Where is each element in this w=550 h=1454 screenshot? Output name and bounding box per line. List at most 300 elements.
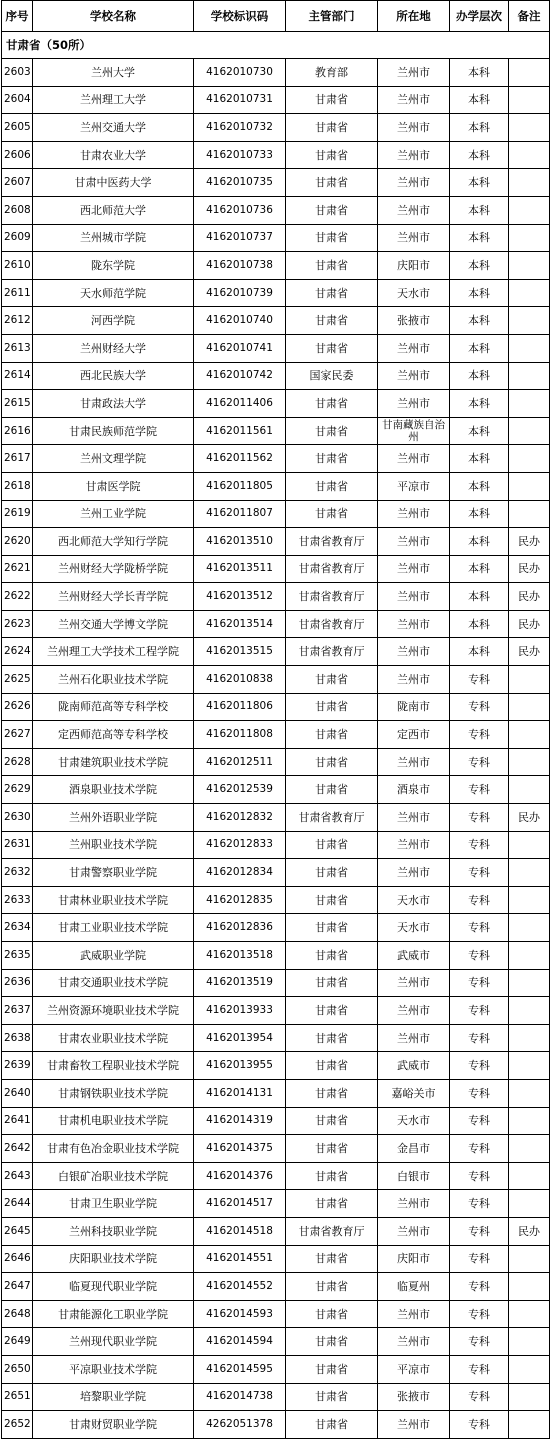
cell-remark <box>509 1079 550 1107</box>
cell-school-code: 4162014594 <box>194 1328 286 1356</box>
cell-school-code: 4162013955 <box>194 1052 286 1080</box>
cell-level: 专科 <box>450 914 509 942</box>
cell-school-name: 兰州现代职业学院 <box>33 1328 194 1356</box>
cell-school-name: 白银矿冶职业技术学院 <box>33 1162 194 1190</box>
cell-school-code: 4162011807 <box>194 500 286 528</box>
cell-department: 甘肃省 <box>286 472 378 500</box>
cell-seq: 2640 <box>2 1079 33 1107</box>
cell-school-name: 甘肃能源化工职业学院 <box>33 1300 194 1328</box>
cell-department: 甘肃省 <box>286 224 378 252</box>
cell-school-name: 兰州外语职业学院 <box>33 804 194 832</box>
cell-seq: 2626 <box>2 693 33 721</box>
header-level: 办学层次 <box>450 1 509 32</box>
table-row <box>2 169 550 197</box>
cell-seq: 2618 <box>2 472 33 500</box>
cell-department: 甘肃省教育厅 <box>286 555 378 583</box>
cell-level: 本科 <box>450 279 509 307</box>
cell-seq: 2636 <box>2 969 33 997</box>
cell-location: 兰州市 <box>378 59 450 87</box>
cell-remark <box>509 114 550 142</box>
cell-school-name: 甘肃民族师范学院 <box>33 417 194 445</box>
cell-level: 专科 <box>450 1079 509 1107</box>
cell-school-code: 4162010737 <box>194 224 286 252</box>
cell-department: 甘肃省 <box>286 1079 378 1107</box>
cell-seq: 2645 <box>2 1217 33 1245</box>
cell-school-name: 天水师范学院 <box>33 279 194 307</box>
cell-remark <box>509 252 550 280</box>
cell-school-code: 4162010738 <box>194 252 286 280</box>
cell-department: 甘肃省教育厅 <box>286 528 378 556</box>
cell-location: 武威市 <box>378 1052 450 1080</box>
table-row <box>2 1190 550 1218</box>
cell-remark: 民办 <box>509 583 550 611</box>
cell-remark <box>509 1273 550 1301</box>
cell-level: 本科 <box>450 224 509 252</box>
cell-level: 专科 <box>450 1245 509 1273</box>
cell-location: 兰州市 <box>378 969 450 997</box>
cell-department: 甘肃省 <box>286 666 378 694</box>
cell-seq: 2621 <box>2 555 33 583</box>
cell-seq: 2616 <box>2 417 33 445</box>
cell-school-name: 兰州文理学院 <box>33 445 194 473</box>
cell-department: 甘肃省 <box>286 997 378 1025</box>
cell-level: 本科 <box>450 114 509 142</box>
cell-school-code: 4162012833 <box>194 831 286 859</box>
header-school-code: 学校标识码 <box>194 1 286 32</box>
cell-department: 甘肃省 <box>286 831 378 859</box>
cell-location: 甘南藏族自治州 <box>378 417 450 445</box>
cell-school-code: 4162013511 <box>194 555 286 583</box>
cell-school-name: 兰州工业学院 <box>33 500 194 528</box>
cell-school-code: 4162014319 <box>194 1107 286 1135</box>
cell-school-name: 陇南师范高等专科学校 <box>33 693 194 721</box>
cell-department: 甘肃省 <box>286 748 378 776</box>
cell-location: 陇南市 <box>378 693 450 721</box>
cell-seq: 2642 <box>2 1135 33 1163</box>
table-row <box>2 500 550 528</box>
cell-level: 本科 <box>450 252 509 280</box>
cell-seq: 2629 <box>2 776 33 804</box>
cell-school-code: 4162014552 <box>194 1273 286 1301</box>
table-row <box>2 831 550 859</box>
cell-location: 兰州市 <box>378 748 450 776</box>
table-row <box>2 445 550 473</box>
cell-department: 甘肃省 <box>286 1107 378 1135</box>
cell-seq: 2635 <box>2 942 33 970</box>
cell-location: 兰州市 <box>378 86 450 114</box>
cell-location: 平凉市 <box>378 472 450 500</box>
cell-school-code: 4162013512 <box>194 583 286 611</box>
cell-school-code: 4162010736 <box>194 196 286 224</box>
cell-location: 白银市 <box>378 1162 450 1190</box>
table-row <box>2 1383 550 1411</box>
cell-location: 兰州市 <box>378 362 450 390</box>
table-row <box>2 390 550 418</box>
cell-remark <box>509 693 550 721</box>
cell-seq: 2615 <box>2 390 33 418</box>
cell-school-code: 4162010741 <box>194 334 286 362</box>
cell-level: 专科 <box>450 1107 509 1135</box>
cell-school-code: 4162014375 <box>194 1135 286 1163</box>
cell-level: 专科 <box>450 1383 509 1411</box>
cell-department: 甘肃省教育厅 <box>286 1217 378 1245</box>
cell-level: 专科 <box>450 969 509 997</box>
cell-school-code: 4162012834 <box>194 859 286 887</box>
table-row <box>2 528 550 556</box>
cell-school-name: 甘肃中医药大学 <box>33 169 194 197</box>
cell-location: 兰州市 <box>378 500 450 528</box>
cell-school-name: 甘肃卫生职业学院 <box>33 1190 194 1218</box>
table-row <box>2 1079 550 1107</box>
cell-seq: 2623 <box>2 610 33 638</box>
cell-location: 兰州市 <box>378 583 450 611</box>
cell-school-name: 甘肃警察职业学院 <box>33 859 194 887</box>
cell-department: 甘肃省 <box>286 1300 378 1328</box>
cell-seq: 2607 <box>2 169 33 197</box>
cell-school-name: 兰州财经大学长青学院 <box>33 583 194 611</box>
cell-school-name: 庆阳职业技术学院 <box>33 1245 194 1273</box>
cell-school-name: 甘肃交通职业技术学院 <box>33 969 194 997</box>
cell-level: 专科 <box>450 1300 509 1328</box>
cell-location: 兰州市 <box>378 224 450 252</box>
header-department: 主管部门 <box>286 1 378 32</box>
cell-school-code: 4162014376 <box>194 1162 286 1190</box>
cell-remark <box>509 997 550 1025</box>
cell-school-code: 4162014551 <box>194 1245 286 1273</box>
table-row <box>2 279 550 307</box>
cell-remark <box>509 914 550 942</box>
cell-level: 专科 <box>450 1162 509 1190</box>
cell-school-code: 4162011562 <box>194 445 286 473</box>
cell-location: 兰州市 <box>378 804 450 832</box>
cell-school-code: 4162012832 <box>194 804 286 832</box>
cell-location: 兰州市 <box>378 1024 450 1052</box>
cell-level: 专科 <box>450 693 509 721</box>
cell-level: 专科 <box>450 1052 509 1080</box>
cell-seq: 2606 <box>2 141 33 169</box>
cell-department: 甘肃省 <box>286 1273 378 1301</box>
cell-location: 兰州市 <box>378 666 450 694</box>
cell-school-name: 兰州城市学院 <box>33 224 194 252</box>
cell-location: 兰州市 <box>378 555 450 583</box>
cell-department: 甘肃省教育厅 <box>286 804 378 832</box>
cell-level: 专科 <box>450 1273 509 1301</box>
cell-seq: 2614 <box>2 362 33 390</box>
cell-location: 临夏州 <box>378 1273 450 1301</box>
cell-school-name: 培黎职业学院 <box>33 1383 194 1411</box>
cell-school-code: 4162014517 <box>194 1190 286 1218</box>
cell-remark <box>509 196 550 224</box>
cell-seq: 2650 <box>2 1355 33 1383</box>
cell-remark <box>509 500 550 528</box>
cell-remark <box>509 1190 550 1218</box>
cell-level: 专科 <box>450 1024 509 1052</box>
cell-department: 甘肃省 <box>286 1135 378 1163</box>
table-row <box>2 1162 550 1190</box>
cell-school-name: 平凉职业技术学院 <box>33 1355 194 1383</box>
header-row <box>2 1 550 32</box>
cell-level: 本科 <box>450 196 509 224</box>
cell-department: 甘肃省 <box>286 1355 378 1383</box>
cell-level: 专科 <box>450 804 509 832</box>
cell-department: 甘肃省 <box>286 390 378 418</box>
cell-department: 甘肃省 <box>286 445 378 473</box>
cell-remark <box>509 307 550 335</box>
cell-seq: 2605 <box>2 114 33 142</box>
cell-remark <box>509 86 550 114</box>
cell-school-code: 4162011808 <box>194 721 286 749</box>
table-row <box>2 693 550 721</box>
cell-school-code: 4162012511 <box>194 748 286 776</box>
cell-location: 庆阳市 <box>378 1245 450 1273</box>
cell-remark <box>509 1328 550 1356</box>
cell-department: 甘肃省 <box>286 1328 378 1356</box>
table-row <box>2 1245 550 1273</box>
cell-location: 嘉峪关市 <box>378 1079 450 1107</box>
table-row <box>2 721 550 749</box>
cell-school-name: 兰州大学 <box>33 59 194 87</box>
cell-seq: 2625 <box>2 666 33 694</box>
cell-location: 兰州市 <box>378 445 450 473</box>
cell-department: 甘肃省教育厅 <box>286 610 378 638</box>
cell-school-name: 兰州石化职业技术学院 <box>33 666 194 694</box>
cell-department: 甘肃省 <box>286 196 378 224</box>
cell-location: 兰州市 <box>378 1300 450 1328</box>
cell-remark <box>509 169 550 197</box>
table-row <box>2 362 550 390</box>
cell-seq: 2611 <box>2 279 33 307</box>
cell-remark <box>509 1355 550 1383</box>
cell-location: 武威市 <box>378 942 450 970</box>
cell-school-code: 4162013514 <box>194 610 286 638</box>
table-row <box>2 859 550 887</box>
cell-seq: 2643 <box>2 1162 33 1190</box>
cell-remark <box>509 721 550 749</box>
cell-remark <box>509 1245 550 1273</box>
cell-seq: 2624 <box>2 638 33 666</box>
cell-level: 本科 <box>450 528 509 556</box>
cell-seq: 2622 <box>2 583 33 611</box>
cell-remark <box>509 1052 550 1080</box>
cell-school-code: 4162014518 <box>194 1217 286 1245</box>
cell-school-name: 定西师范高等专科学校 <box>33 721 194 749</box>
cell-location: 庆阳市 <box>378 252 450 280</box>
cell-remark <box>509 831 550 859</box>
table-row <box>2 610 550 638</box>
cell-school-code: 4162011406 <box>194 390 286 418</box>
cell-seq: 2652 <box>2 1411 33 1439</box>
table-row <box>2 555 550 583</box>
cell-school-code: 4162011806 <box>194 693 286 721</box>
cell-school-name: 兰州财经大学陇桥学院 <box>33 555 194 583</box>
cell-remark <box>509 1024 550 1052</box>
header-seq: 序号 <box>2 1 33 32</box>
cell-seq: 2651 <box>2 1383 33 1411</box>
cell-remark: 民办 <box>509 528 550 556</box>
table-row <box>2 1273 550 1301</box>
cell-level: 专科 <box>450 859 509 887</box>
cell-seq: 2628 <box>2 748 33 776</box>
cell-location: 金昌市 <box>378 1135 450 1163</box>
cell-seq: 2634 <box>2 914 33 942</box>
cell-department: 甘肃省 <box>286 500 378 528</box>
cell-remark <box>509 417 550 445</box>
cell-school-code: 4162011805 <box>194 472 286 500</box>
cell-school-code: 4162013518 <box>194 942 286 970</box>
cell-level: 专科 <box>450 1217 509 1245</box>
table-row <box>2 666 550 694</box>
cell-remark <box>509 390 550 418</box>
cell-level: 专科 <box>450 831 509 859</box>
school-list-table <box>1 0 550 1439</box>
cell-school-code: 4162011561 <box>194 417 286 445</box>
cell-department: 甘肃省 <box>286 114 378 142</box>
cell-remark: 民办 <box>509 804 550 832</box>
cell-school-code: 4162014738 <box>194 1383 286 1411</box>
cell-seq: 2638 <box>2 1024 33 1052</box>
cell-level: 本科 <box>450 472 509 500</box>
cell-location: 定西市 <box>378 721 450 749</box>
cell-location: 天水市 <box>378 886 450 914</box>
cell-remark <box>509 1383 550 1411</box>
cell-remark <box>509 445 550 473</box>
cell-level: 本科 <box>450 362 509 390</box>
cell-department: 甘肃省 <box>286 776 378 804</box>
cell-department: 甘肃省 <box>286 1052 378 1080</box>
cell-school-name: 甘肃有色冶金职业技术学院 <box>33 1135 194 1163</box>
cell-seq: 2620 <box>2 528 33 556</box>
cell-school-code: 4162010735 <box>194 169 286 197</box>
cell-remark <box>509 1300 550 1328</box>
cell-school-code: 4162012835 <box>194 886 286 914</box>
cell-location: 兰州市 <box>378 1328 450 1356</box>
cell-seq: 2627 <box>2 721 33 749</box>
cell-location: 兰州市 <box>378 1217 450 1245</box>
cell-location: 平凉市 <box>378 1355 450 1383</box>
cell-department: 甘肃省 <box>286 1245 378 1273</box>
cell-department: 甘肃省 <box>286 1411 378 1439</box>
cell-location: 兰州市 <box>378 196 450 224</box>
table-row <box>2 1107 550 1135</box>
table-row <box>2 1024 550 1052</box>
cell-level: 专科 <box>450 1328 509 1356</box>
header-location: 所在地 <box>378 1 450 32</box>
cell-seq: 2617 <box>2 445 33 473</box>
cell-location: 兰州市 <box>378 831 450 859</box>
cell-school-code: 4162013933 <box>194 997 286 1025</box>
header-school-name: 学校名称 <box>33 1 194 32</box>
cell-school-name: 西北师范大学 <box>33 196 194 224</box>
table-row <box>2 59 550 87</box>
cell-seq: 2646 <box>2 1245 33 1273</box>
cell-department: 甘肃省教育厅 <box>286 638 378 666</box>
table-row <box>2 997 550 1025</box>
cell-location: 天水市 <box>378 1107 450 1135</box>
cell-remark <box>509 1411 550 1439</box>
cell-seq: 2647 <box>2 1273 33 1301</box>
cell-remark: 民办 <box>509 638 550 666</box>
table-row <box>2 1355 550 1383</box>
cell-level: 本科 <box>450 59 509 87</box>
cell-school-code: 4162012539 <box>194 776 286 804</box>
cell-location: 天水市 <box>378 914 450 942</box>
cell-school-code: 4162010740 <box>194 307 286 335</box>
table-row <box>2 472 550 500</box>
cell-school-name: 河西学院 <box>33 307 194 335</box>
cell-school-code: 4162010739 <box>194 279 286 307</box>
cell-level: 专科 <box>450 748 509 776</box>
cell-seq: 2630 <box>2 804 33 832</box>
cell-remark <box>509 776 550 804</box>
cell-location: 兰州市 <box>378 334 450 362</box>
cell-school-name: 西北民族大学 <box>33 362 194 390</box>
cell-department: 甘肃省 <box>286 693 378 721</box>
table-row <box>2 334 550 362</box>
cell-remark <box>509 1107 550 1135</box>
cell-school-name: 甘肃工业职业技术学院 <box>33 914 194 942</box>
cell-level: 本科 <box>450 445 509 473</box>
table-row <box>2 942 550 970</box>
cell-level: 专科 <box>450 1411 509 1439</box>
cell-level: 专科 <box>450 1135 509 1163</box>
cell-location: 兰州市 <box>378 528 450 556</box>
table-row <box>2 417 550 445</box>
cell-remark <box>509 362 550 390</box>
cell-seq: 2619 <box>2 500 33 528</box>
cell-school-code: 4162013515 <box>194 638 286 666</box>
cell-seq: 2612 <box>2 307 33 335</box>
cell-level: 专科 <box>450 1190 509 1218</box>
cell-remark <box>509 59 550 87</box>
table-row <box>2 224 550 252</box>
cell-school-code: 4162014595 <box>194 1355 286 1383</box>
cell-department: 甘肃省 <box>286 334 378 362</box>
cell-level: 专科 <box>450 997 509 1025</box>
table-row <box>2 969 550 997</box>
cell-department: 甘肃省 <box>286 252 378 280</box>
table-row <box>2 196 550 224</box>
cell-remark <box>509 859 550 887</box>
cell-school-code: 4162014593 <box>194 1300 286 1328</box>
cell-department: 甘肃省 <box>286 859 378 887</box>
cell-level: 专科 <box>450 1355 509 1383</box>
cell-school-code: 4162013510 <box>194 528 286 556</box>
cell-school-name: 兰州职业技术学院 <box>33 831 194 859</box>
cell-school-name: 陇东学院 <box>33 252 194 280</box>
cell-remark <box>509 279 550 307</box>
cell-remark <box>509 942 550 970</box>
table-row <box>2 914 550 942</box>
cell-school-name: 甘肃财贸职业学院 <box>33 1411 194 1439</box>
cell-school-code: 4162010838 <box>194 666 286 694</box>
cell-department: 甘肃省 <box>286 1162 378 1190</box>
table-row <box>2 1217 550 1245</box>
cell-department: 教育部 <box>286 59 378 87</box>
cell-school-name: 兰州资源环境职业技术学院 <box>33 997 194 1025</box>
table-row <box>2 114 550 142</box>
cell-remark <box>509 969 550 997</box>
cell-location: 兰州市 <box>378 1190 450 1218</box>
cell-school-name: 兰州理工大学技术工程学院 <box>33 638 194 666</box>
table-row <box>2 1052 550 1080</box>
cell-seq: 2610 <box>2 252 33 280</box>
cell-seq: 2639 <box>2 1052 33 1080</box>
cell-school-name: 甘肃农业职业技术学院 <box>33 1024 194 1052</box>
cell-remark: 民办 <box>509 610 550 638</box>
table-row <box>2 804 550 832</box>
cell-level: 本科 <box>450 307 509 335</box>
cell-level: 本科 <box>450 417 509 445</box>
